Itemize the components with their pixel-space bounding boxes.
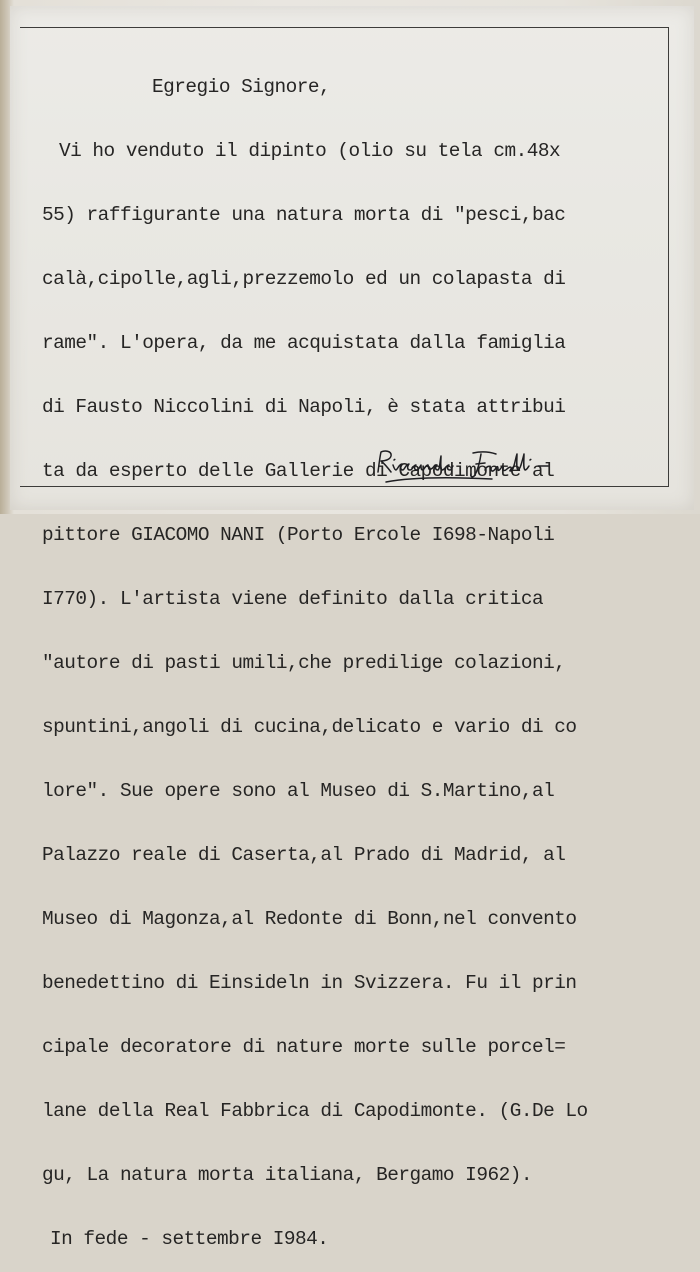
letter-line: Vi ho venduto il dipinto (olio su tela cm.48x <box>59 139 561 162</box>
letter-line: spuntini,angoli di cucina,delicato e vario di co <box>42 716 577 738</box>
letter-line: ta da esperto delle Gallerie di Capodimonte al <box>42 459 555 482</box>
letter-line: pittore GIACOMO NANI (Porto Ercole I698-Napoli <box>42 523 555 546</box>
letter-line: lore". Sue opere sono al Museo di S.Martino,al <box>42 780 555 803</box>
letter-line: "autore di pasti umili,che predilige colazioni, <box>42 651 566 674</box>
salutation: Egregio Signore, <box>152 75 331 98</box>
letter-line: cipale decoratore di nature morte sulle porcel= <box>42 1036 566 1059</box>
letter-line: 55) raffigurante una natura morta di "pesci,bac <box>42 203 566 226</box>
letter-line: benedettino di Einsideln in Svizzera. Fu il prin <box>42 972 577 995</box>
typewritten-letter <box>42 34 682 1272</box>
letter-line: lane della Real Fabbrica di Capodimonte. (G.De Lo <box>42 1100 588 1123</box>
letter-line: Museo di Magonza,al Redonte di Bonn,nel convento <box>42 908 577 931</box>
letter-line: Palazzo reale di Caserta,al Prado di Madrid, al <box>42 844 566 867</box>
closing-date-line: In fede - settembre I984. <box>50 1228 329 1251</box>
letter-line: di Fausto Niccolini di Napoli, è stata attribui <box>42 395 566 418</box>
handwritten-signature <box>372 446 608 484</box>
letter-line: gu, La natura morta italiana, Bergamo I962). <box>42 1164 532 1187</box>
letter-line: I770). L'artista viene definito dalla critica <box>42 587 544 610</box>
letter-line: rame". L'opera, da me acquistata dalla famiglia <box>42 331 566 354</box>
letter-line: calà,cipolle,agli,prezzemolo ed un colapasta di <box>42 267 566 290</box>
